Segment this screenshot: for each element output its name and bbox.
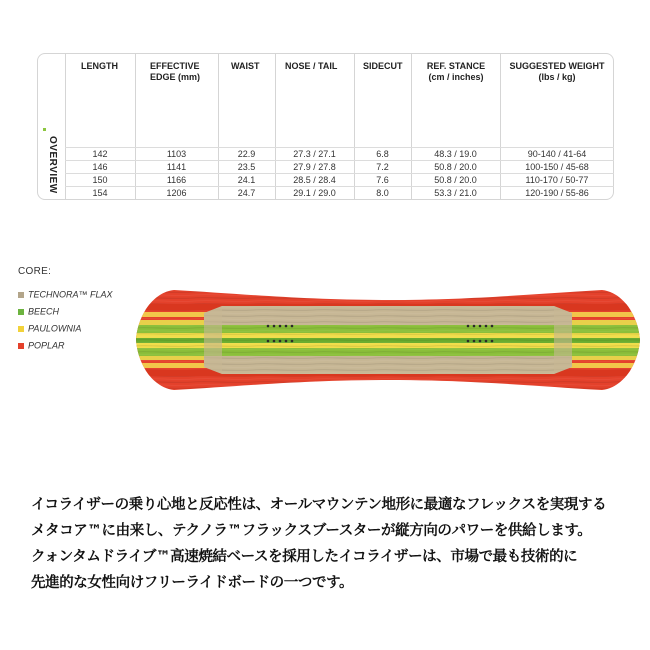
cell-edge: 1103 (166, 149, 187, 159)
cell-weight: 90-140 / 41-64 (527, 149, 587, 159)
legend-item-beech (18, 306, 59, 318)
header-ref-stance: REF. STANCE (cm / inches) (426, 61, 486, 82)
core-title: CORE: (18, 266, 52, 277)
legend-swatch (18, 343, 24, 349)
legend-item-poplar (18, 340, 65, 352)
legend-swatch (18, 292, 24, 298)
cell-weight: 110-170 / 50-77 (525, 175, 589, 185)
cell-sidecut: 7.6 (376, 175, 389, 185)
cell-waist: 23.5 (237, 162, 256, 172)
cell-edge: 1166 (166, 175, 187, 185)
legend-item-paulownia (18, 323, 81, 335)
description-line: 先進的な女性向けフリーライドボードの一つです。 (31, 575, 354, 591)
cell-nose-tail: 27.9 / 27.8 (293, 162, 336, 172)
cell-waist: 24.7 (237, 188, 256, 198)
overview-tab-label: OVERVIEW (47, 136, 58, 194)
description-line: イコライザーの乗り心地と反応性は、オールマウンテン地形に最適なフレックスを実現する (31, 497, 607, 513)
cell-sidecut: 8.0 (376, 188, 389, 198)
description-line: メタコア™に由来し、テクノラ™フラックスブースターが縦方向のパワーを供給します。 (31, 523, 592, 539)
product-description (31, 492, 641, 596)
tab-indicator (43, 128, 46, 131)
overview-tab[interactable] (37, 120, 65, 200)
legend-swatch (18, 309, 24, 315)
legend-item-technora (18, 289, 113, 301)
cell-sidecut: 6.8 (376, 149, 389, 159)
description-line: クォンタムドライブ™高速焼結ベースを採用したイコライザーは、市場で最も技術的に (31, 549, 578, 565)
snowboard-core-image (134, 284, 642, 396)
cell-sidecut: 7.2 (376, 162, 389, 172)
cell-stance: 50.8 / 20.0 (434, 162, 477, 172)
cell-edge: 1141 (166, 162, 187, 172)
cell-stance: 53.3 / 21.0 (434, 188, 477, 198)
cell-weight: 120-190 / 55-86 (525, 188, 589, 198)
cell-waist: 22.9 (237, 149, 256, 159)
cell-stance: 50.8 / 20.0 (434, 175, 477, 185)
header-waist: WAIST (231, 61, 260, 71)
cell-length: 146 (92, 162, 108, 172)
header-nose-tail: NOSE / TAIL (285, 61, 338, 71)
cell-weight: 100-150 / 45-68 (525, 162, 589, 172)
cell-nose-tail: 28.5 / 28.4 (293, 175, 336, 185)
cell-nose-tail: 27.3 / 27.1 (293, 149, 336, 159)
legend-label: BEECH (28, 306, 60, 317)
legend-swatch (18, 326, 24, 332)
cell-edge: 1206 (166, 188, 187, 198)
cell-length: 142 (92, 149, 108, 159)
cell-stance: 48.3 / 19.0 (434, 149, 477, 159)
header-suggested-weight: SUGGESTED WEIGHT (lbs / kg) (509, 61, 605, 82)
legend-label: PAULOWNIA (28, 323, 82, 334)
header-effective-edge: EFFECTIVE EDGE (mm) (150, 61, 201, 82)
cell-length: 150 (92, 175, 108, 185)
cell-waist: 24.1 (237, 175, 256, 185)
header-length: LENGTH (81, 61, 118, 71)
header-sidecut: SIDECUT (363, 61, 403, 71)
cell-nose-tail: 29.1 / 29.0 (293, 188, 336, 198)
legend-label: POPLAR (28, 340, 65, 351)
cell-length: 154 (92, 188, 108, 198)
legend-label: TECHNORA™ FLAX (28, 289, 113, 300)
